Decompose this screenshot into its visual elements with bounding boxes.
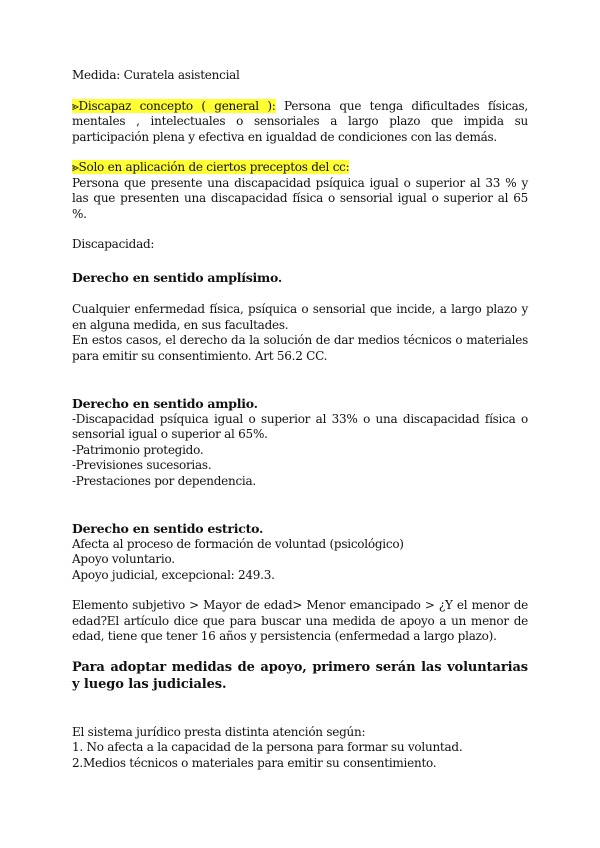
concepto-highlight: ⪢Discapaz concepto ( general ): (72, 98, 276, 113)
estricto-heading: Derecho en sentido estricto. (72, 521, 264, 536)
sistema-item: 2.Medios técnicos o materiales para emitir su consentimiento. (72, 755, 437, 770)
medidas-apoyo-bold: Para adoptar medidas de apoyo, primero serán las voluntarias y luego las judiciales. (72, 659, 528, 692)
concepto-paragraph (72, 99, 528, 146)
sistema-item: 1. No afecta a la capacidad de la persona para formar su voluntad. (72, 740, 463, 754)
elemento-subjetivo-paragraph: Elemento subjetivo > Mayor de edad> Menor emancipado > ¿Y el menor de edad?El artículo dice que para buscar una medida de apoyo a un menor de edad, tiene que tener 16 años y persistencia (enfermedad a largo plazo). (72, 598, 528, 643)
estricto-item: Apoyo judicial, excepcional: 249.3. (72, 567, 275, 582)
discapacidad-label: Discapacidad: (72, 237, 155, 251)
preceptos-highlight: ⪢Solo en aplicación de ciertos preceptos del cc: (72, 160, 350, 174)
document-body (72, 68, 528, 771)
amplio-item: -Prestaciones por dependencia. (72, 473, 256, 488)
amplio-item: -Patrimonio protegido. (72, 442, 204, 457)
sistema-intro: El sistema jurídico presta distinta atención según: (72, 724, 366, 739)
document-title: Medida: Curatela asistencial (72, 68, 240, 82)
estricto-item: Apoyo voluntario. (72, 552, 175, 566)
estricto-item: Afecta al proceso de formación de voluntad (psicológico) (72, 536, 404, 551)
amplisimo-paragraph-1: Cualquier enfermedad física, psíquica o sensorial que incide, a largo plazo y en alguna medida, en sus facultades. (72, 302, 528, 332)
concepto-text: Persona que tenga dificultades físicas, mentales , intelectuales o sensoriales a largo plazo que impida su participación plena y efectiva en igualdad de condiciones con las demás. (72, 98, 528, 144)
amplio-heading: Derecho en sentido amplio. (72, 396, 258, 411)
preceptos-heading (72, 160, 528, 176)
preceptos-text: Persona que presente una discapacidad psíquica igual o superior al 33 % y las que presenten una discapacidad física o sensorial igual o superior al 65 %. (72, 175, 528, 221)
amplisimo-heading: Derecho en sentido amplísimo. (72, 269, 282, 285)
amplio-item: -Previsiones sucesorias. (72, 458, 212, 472)
amplisimo-paragraph-2: En estos casos, el derecho da la solución de dar medios técnicos o materiales para emitir su consentimiento. Art 56.2 CC. (72, 333, 528, 363)
amplio-item: -Discapacidad psíquica igual o superior al 33% o una discapacidad física o sensorial igual o superior al 65%. (72, 411, 528, 441)
